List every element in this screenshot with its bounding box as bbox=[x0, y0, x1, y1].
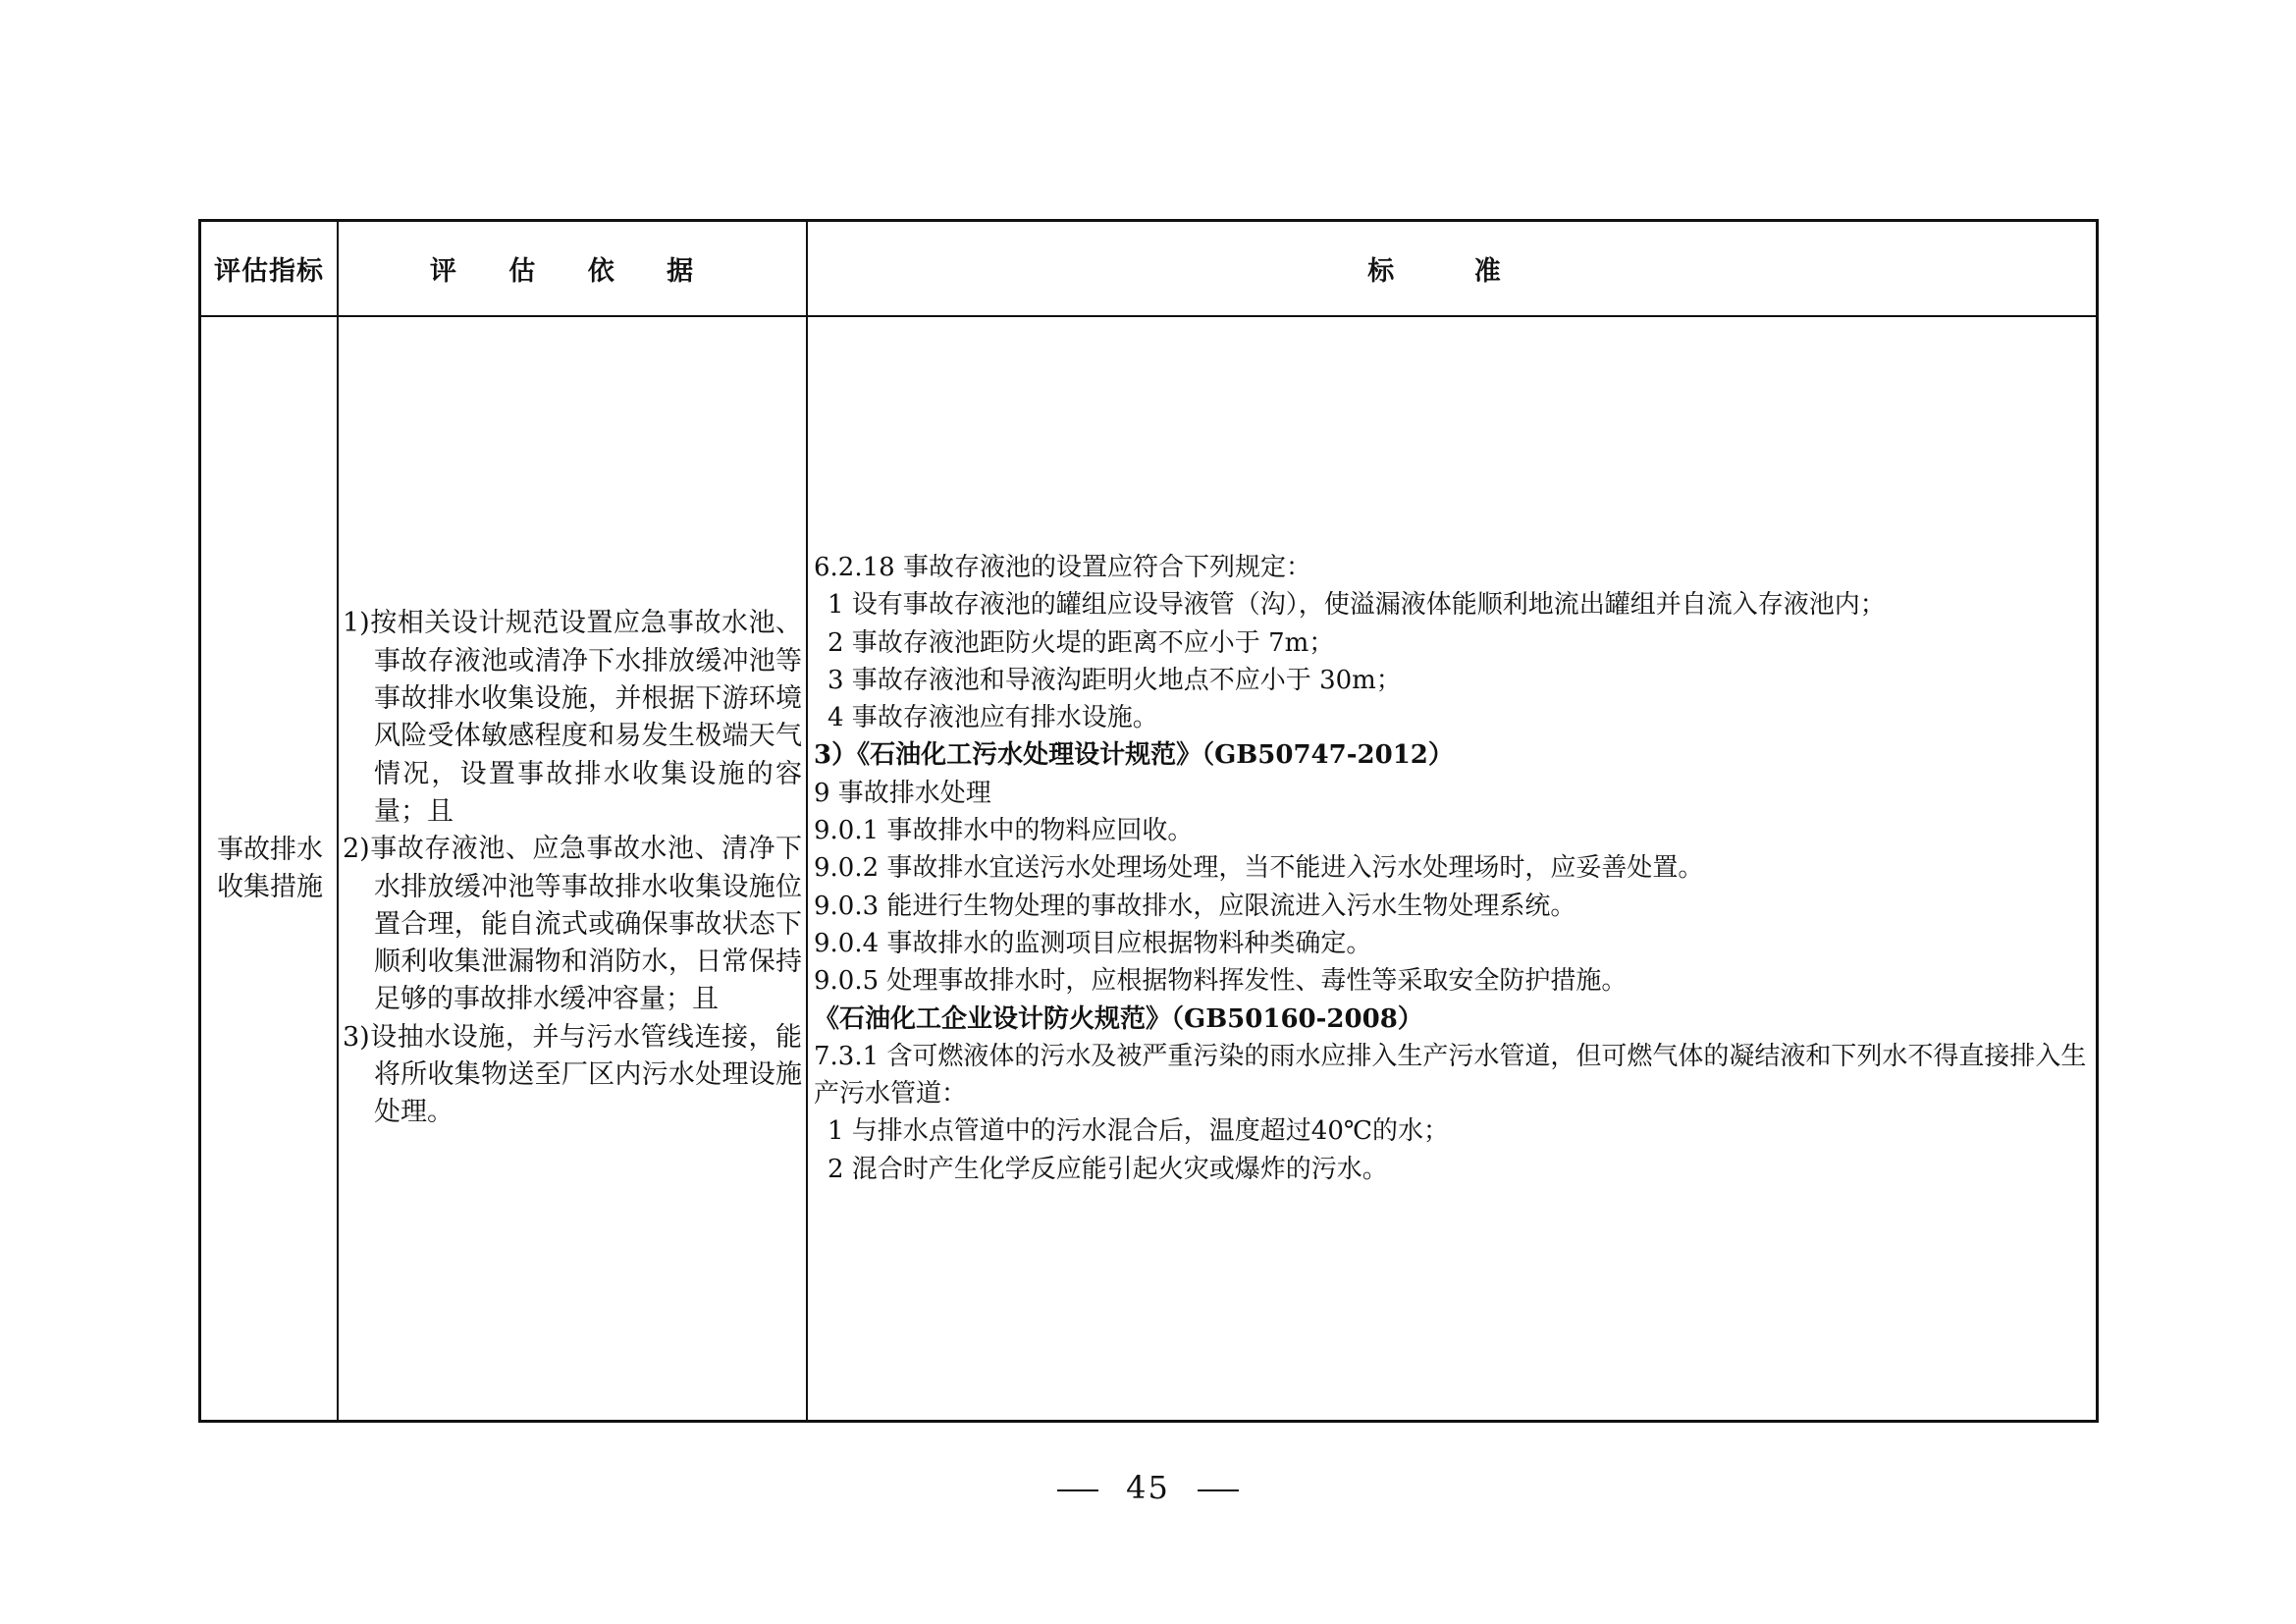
standard-line: 9.0.2 事故排水宜送污水处理场处理，当不能进入污水处理场时，应妥善处置。 bbox=[814, 853, 1704, 884]
assessment-table bbox=[198, 219, 2099, 1423]
page-number: 45 bbox=[1126, 1469, 1170, 1506]
standard-line: 1 与排水点管道中的污水混合后，温度超过40℃的水； bbox=[828, 1116, 1449, 1147]
standard-line: 9 事故排水处理 bbox=[814, 778, 991, 808]
basis-cell bbox=[341, 317, 808, 1420]
footer-dash-right bbox=[1198, 1489, 1239, 1491]
indicator-cell bbox=[201, 317, 339, 1420]
header-basis: 评 估 依 据 bbox=[429, 256, 716, 287]
header-indicator: 评估指标 bbox=[214, 256, 324, 287]
header-standard: 标 准 bbox=[1367, 256, 1536, 287]
standard-line: 9.0.1 事故排水中的物料应回收。 bbox=[814, 816, 1194, 846]
standard-cell bbox=[810, 317, 2096, 1420]
standard-line: 9.0.3 能进行生物处理的事故排水，应限流进入污水生物处理系统。 bbox=[814, 891, 1576, 921]
standard-line: 4 事故存液池应有排水设施。 bbox=[828, 703, 1158, 733]
basis-list bbox=[343, 605, 802, 1131]
indicator-text: 事故排水收集措施 bbox=[217, 834, 323, 902]
standard-line: 6.2.18 事故存液池的设置应符合下列规定： bbox=[814, 552, 1311, 582]
standard-line: 2 混合时产生化学反应能引起火灾或爆炸的污水。 bbox=[828, 1154, 1388, 1184]
basis-item: 3)设抽水设施，并与污水管线连接，能将所收集物送至厂区内污水处理设施处理。 bbox=[343, 1021, 802, 1128]
standard-line: 9.0.5 处理事故排水时，应根据物料挥发性、毒性等采取安全防护措施。 bbox=[814, 966, 1628, 997]
page-footer bbox=[0, 1469, 2296, 1506]
standard-line: 1 设有事故存液池的罐组应设导液管（沟），使溢漏液体能顺利地流出罐组并自流入存液池内； bbox=[828, 590, 1886, 621]
standard-list bbox=[814, 549, 2092, 1188]
standard-line: 2 事故存液池距防火堤的距离不应小于 7m； bbox=[828, 627, 1335, 658]
standard-line: 3 事故存液池和导液沟距明火地点不应小于 30m； bbox=[828, 665, 1402, 695]
standard-line: 《石油化工企业设计防火规范》（GB50160-2008） bbox=[814, 1003, 1423, 1034]
basis-item: 1)按相关设计规范设置应急事故水池、事故存液池或清净下水排放缓冲池等事故排水收集设施，并根据下游环境风险受体敏感程度和易发生极端天气情况，设置事故排水收集设施的容量；且 bbox=[343, 608, 802, 827]
standard-line: 7.3.1 含可燃液体的污水及被严重污染的雨水应排入生产污水管道，但可燃气体的凝结液和下列水不得直接排入生产污水管道： bbox=[814, 1041, 2087, 1110]
standard-line: 9.0.4 事故排水的监测项目应根据物料种类确定。 bbox=[814, 928, 1372, 958]
basis-item: 2)事故存液池、应急事故水池、清净下水排放缓冲池等事故排水收集设施位置合理，能自流式或确保事故状态下顺利收集泄漏物和消防水，日常保持足够的事故排水缓冲容量；且 bbox=[343, 834, 802, 1015]
standard-line: 3）《石油化工污水处理设计规范》（GB50747-2012） bbox=[814, 740, 1454, 771]
footer-dash-left bbox=[1057, 1489, 1098, 1491]
